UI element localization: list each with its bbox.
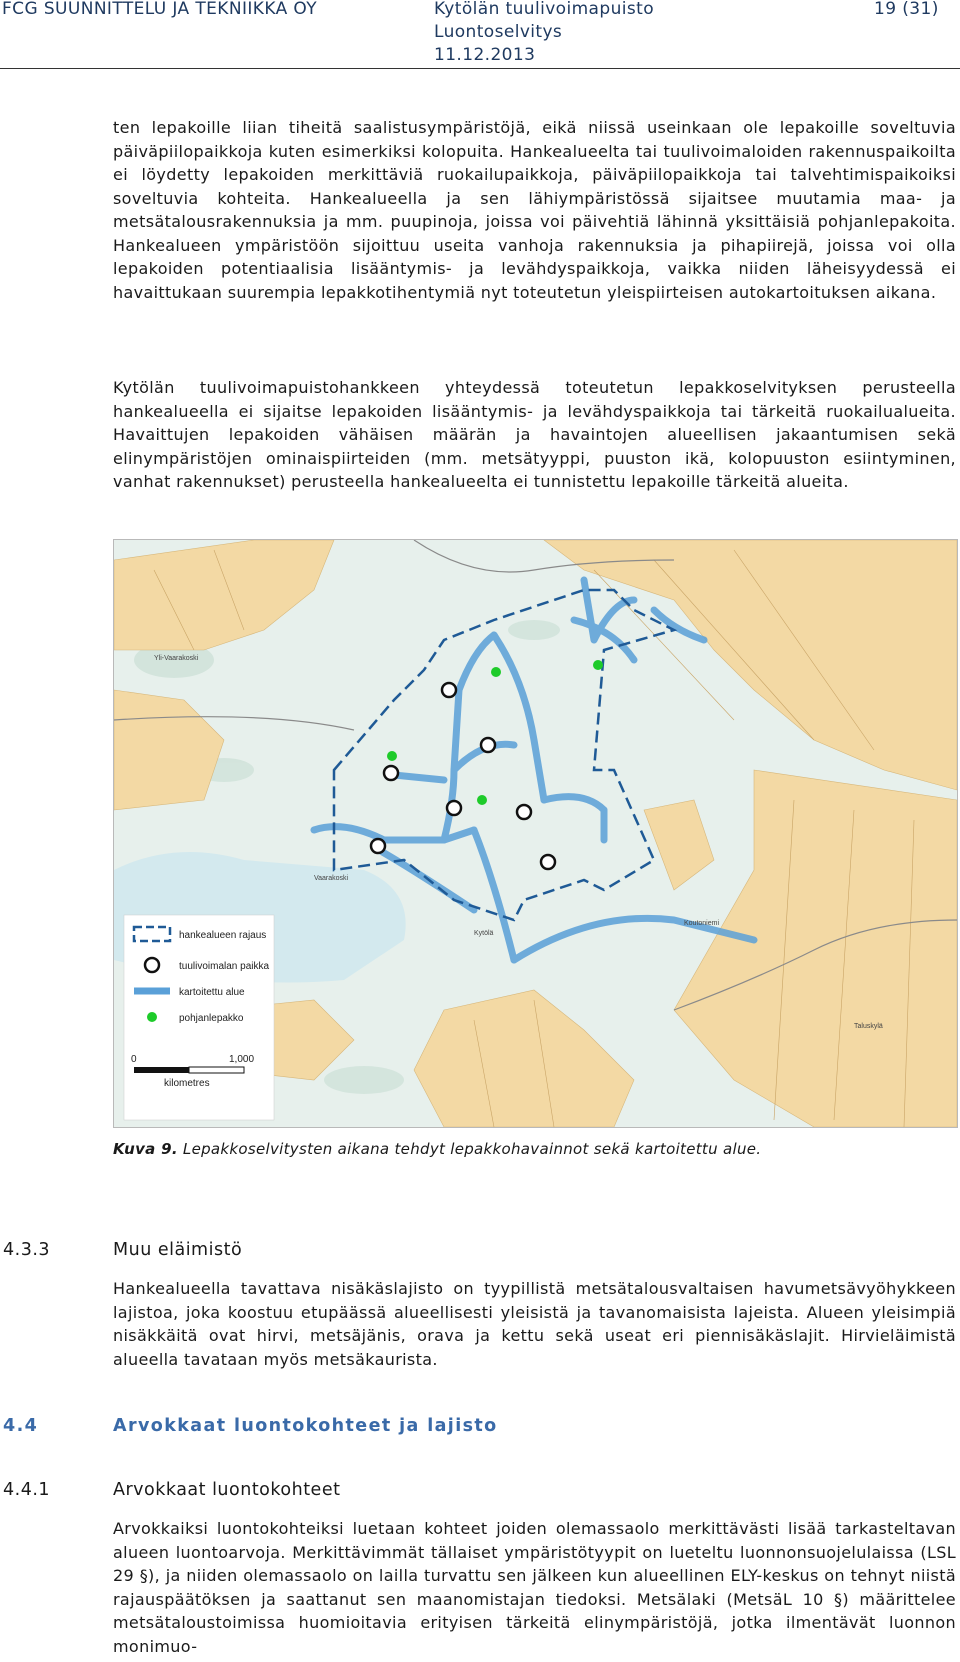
place-vaarakoski: Vaarakoski bbox=[314, 875, 349, 882]
figure-caption-label: Kuva 9. bbox=[113, 1140, 178, 1158]
section-number-4-4: 4.4 bbox=[3, 1416, 39, 1436]
page-header bbox=[0, 0, 960, 70]
bat-survey-map bbox=[113, 539, 958, 1128]
section-number-4-4-1: 4.4.1 bbox=[3, 1480, 51, 1500]
section-title-muu-elaimisto: Muu eläimistö bbox=[113, 1240, 243, 1260]
legend-surveyed-label: kartoitettu alue bbox=[179, 987, 245, 998]
paragraph-bat-survey-summary: Kytölän tuulivoimapuistohankkeen yhteydessä toteutetun lepakkoselvityksen perusteella hankealueella ei sijaitse lepakoiden lisääntymis- ja levähdyspaikkoja tai tärkeitä ruokailualueita. Havaittujen lepakoiden vähäisen määrän ja havaintojen alueellisen jakaantumisen sekä elinympäristöjen ominaispiirteiden (mm. metsätyyppi, puuston ikä, kolopuuston esiintyminen, vanhat rakennukset) perusteella hankealueelta ei tunnistettu lepakoille tärkeitä alueita. bbox=[113, 378, 956, 491]
section-title-arvokkaat-luontokohteet: Arvokkaat luontokohteet bbox=[113, 1480, 341, 1500]
figure-caption-text: Lepakkoselvitysten aikana tehdyt lepakkohavainnot sekä kartoitettu alue. bbox=[177, 1140, 762, 1158]
figure-caption bbox=[113, 1140, 761, 1158]
paragraph-valuable-sites: Arvokkaiksi luontokohteiksi luetaan kohteet joiden olemassaolo merkittävästi lisää tarkasteltavan alueen luontoarvoja. Merkittävimmät tällaiset ympäristötyypit on lueteltu luonnonsuojelulaissa (LSL 29 §), ja niiden olemassaolo on lailla turvattu sen jälkeen kun alueellinen ELY-keskus on tehnyt niistä rajauspäätöksen ja saattanut sen maanomistajan tiedoksi. Metsälaki (MetsäL 10 §) määrittelee metsätaloustoimissa huomioitavia erityisen tärkeitä elinympäristöjä, jotka ilmentävät luonnon monimuo- bbox=[113, 1519, 956, 1656]
place-koutoniemi: Koutoniemi bbox=[684, 920, 720, 927]
map-legend bbox=[124, 915, 274, 1120]
paragraph-mammals: Hankealueella tavattava nisäkäslajisto on tyypillistä metsätalousvaltaisen havumetsävyöhykkeen lajistoa, joka koostuu etupäässä alueellisesti yleisistä ja tavanomaisista lajeista. Alueen yleisimpiä nisäkkäitä ovat hirvi, metsäjänis, orava ja kettu sekä useat eri piennisäkäslajit. Hirvieläimistä alueella tavataan myös metsäkaurista. bbox=[113, 1279, 956, 1369]
place-kytola: Kytölä bbox=[474, 930, 494, 937]
legend-turbine-label: tuulivoimalan paikka bbox=[179, 961, 270, 972]
legend-turbine-symbol bbox=[145, 958, 159, 972]
document-date: 11.12.2013 bbox=[434, 45, 536, 65]
legend-boundary-label: hankealueen rajaus bbox=[179, 930, 267, 941]
page-number: 19 (31) bbox=[874, 0, 939, 19]
company-name: FCG SUUNNITTELU JA TEKNIIKKA OY bbox=[2, 0, 318, 19]
place-yli-vaarakoski: Yli-Vaarakoski bbox=[154, 655, 199, 662]
project-name: Kytölän tuulivoimapuisto bbox=[434, 0, 654, 19]
scale-zero: 0 bbox=[131, 1054, 137, 1065]
document-type: Luontoselvitys bbox=[434, 22, 563, 42]
scale-unit: kilometres bbox=[164, 1078, 210, 1089]
legend-bat-symbol bbox=[147, 1012, 157, 1022]
header-rule bbox=[0, 68, 960, 69]
legend-bat-label: pohjanlepakko bbox=[179, 1013, 244, 1024]
scale-max: 1,000 bbox=[229, 1054, 255, 1065]
place-taluskyla: Taluskylä bbox=[854, 1023, 883, 1030]
section-number-4-3-3: 4.3.3 bbox=[3, 1240, 51, 1260]
section-title-arvokkaat-luontokohteet-ja-lajisto: Arvokkaat luontokohteet ja lajisto bbox=[113, 1416, 498, 1436]
paragraph-bat-habitats: ten lepakoille liian tiheitä saalistusympäristöjä, eikä niissä useinkaan ole lepakoille soveltuvia päiväpiilopaikkoja kuten esimerkiksi kolopuita. Hankealueelta tai tuulivoimaloiden rakennuspaikoilta ei löydetty lepakoiden merkittäviä ruokailupaikkoja, päiväpiilopaikkoja tai talvehtimispaikoiksi soveltuvia kohteita. Hankealueella ja sen lähiympäristössä sijaitsee muutamia maa- ja metsätalousrakennuksia ja mm. puupinoja, joissa voi päivehtiä lähinnä yksittäisiä pohjanlepakoita. Hankealueen ympäristöön sijoittuu useita vanhoja rakennuksia ja pihapiirejä, joissa voi olla lepakoiden potentiaalisia lisääntymis- ja levähdyspaikkoja, vaikka niiden läheisyydessä ei havaittukaan suurempia lepakkotihentymiä nyt toteutetun yleispiirteisen autokartoituksen aikana. bbox=[113, 118, 956, 302]
